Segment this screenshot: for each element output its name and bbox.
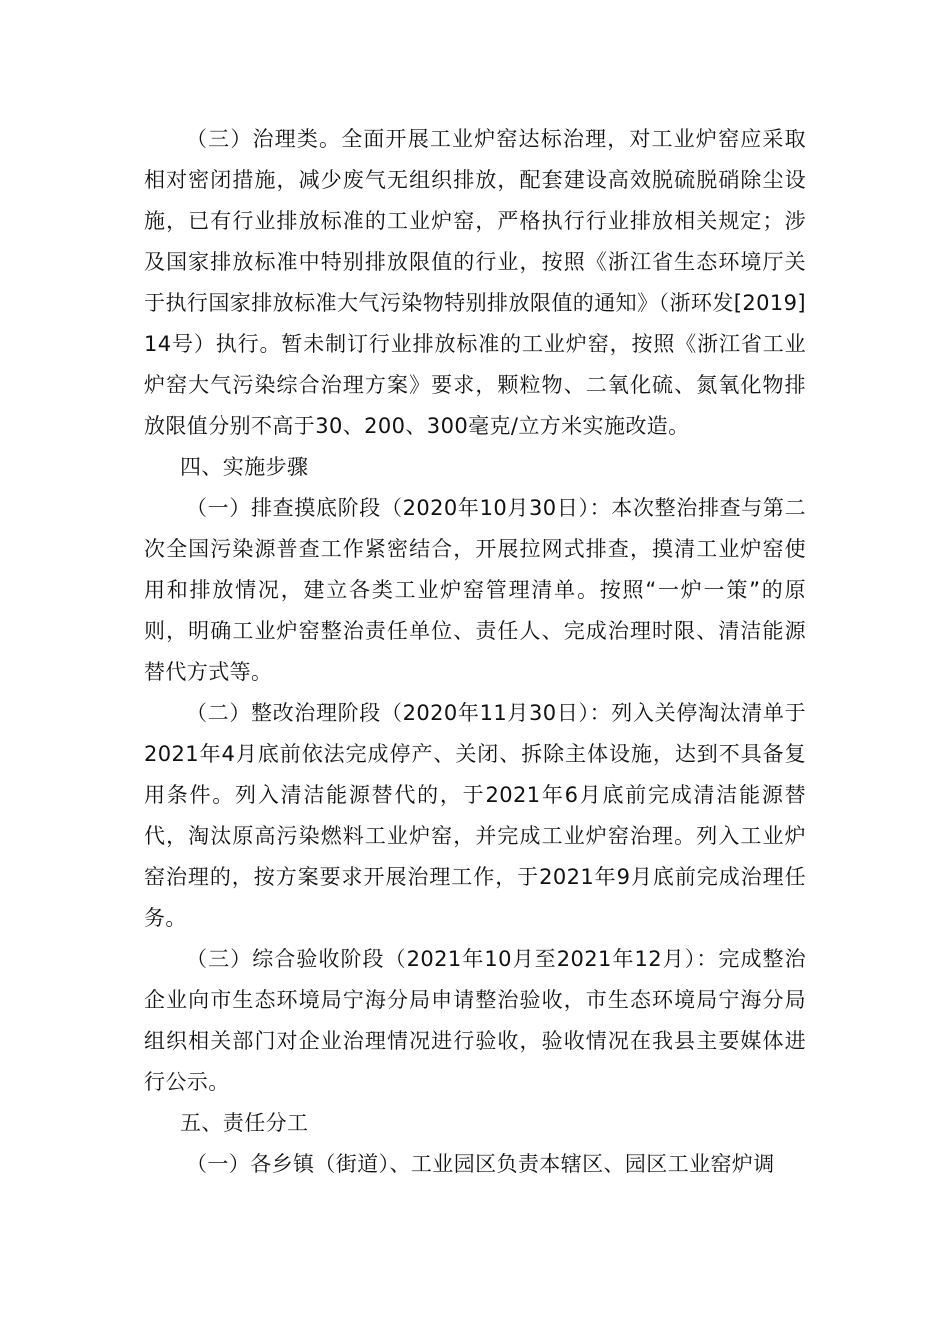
- section-heading-implementation-steps: 四、实施步骤: [180, 455, 309, 479]
- paragraph-rectification-stage: （二）整改治理阶段（2020年11月30日）：列入关停淘汰清单于2021年4月底前依法完成停产、关闭、拆除主体设施，达到不具备复用条件。列入清洁能源替代的，于2021年6月底前完成清洁能源替代，淘汰原高污染燃料工业炉窑，并完成工业炉窑治理。列入工业炉窑治理的，按方案要求开展治理工作，于2021年9月底前完成治理任务。: [144, 701, 806, 930]
- paragraph-township-responsibility: （一）各乡镇（街道）、工业园区负责本辖区、园区工业窑炉调: [186, 1152, 775, 1176]
- document-body: [144, 119, 806, 1185]
- paragraph-governance-category: （三）治理类。全面开展工业炉窑达标治理，对工业炉窑应采取相对密闭措施，减少废气无组织排放，配套建设高效脱硫脱硝除尘设施，已有行业排放标准的工业炉窑，严格执行行业排放相关规定；涉及国家排放标准中特别排放限值的行业，按照《浙江省生态环境厅关于执行国家排放标准大气污染物特别排放限值的通知》（浙环发[2019]14号）执行。暂未制订行业排放标准的工业炉窑，按照《浙江省工业炉窑大气污染综合治理方案》要求，颗粒物、二氧化硫、氮氧化物排放限值分别不高于30、200、300毫克/立方米实施改造。: [144, 127, 806, 438]
- section-heading-responsibility-division: 五、责任分工: [180, 1111, 309, 1135]
- paragraph-acceptance-stage: （三）综合验收阶段（2021年10月至2021年12月）：完成整治企业向市生态环境局宁海分局申请整治验收，市生态环境局宁海分局组织相关部门对企业治理情况进行验收，验收情况在我县主要媒体进行公示。: [144, 947, 806, 1094]
- paragraph-investigation-stage: （一）排查摸底阶段（2020年10月30日）：本次整治排查与第二次全国污染源普查工作紧密结合，开展拉网式排查，摸清工业炉窑使用和排放情况，建立各类工业炉窑管理清单。按照“一炉一策”的原则，明确工业炉窑整治责任单位、责任人、完成治理时限、清洁能源替代方式等。: [144, 496, 806, 684]
